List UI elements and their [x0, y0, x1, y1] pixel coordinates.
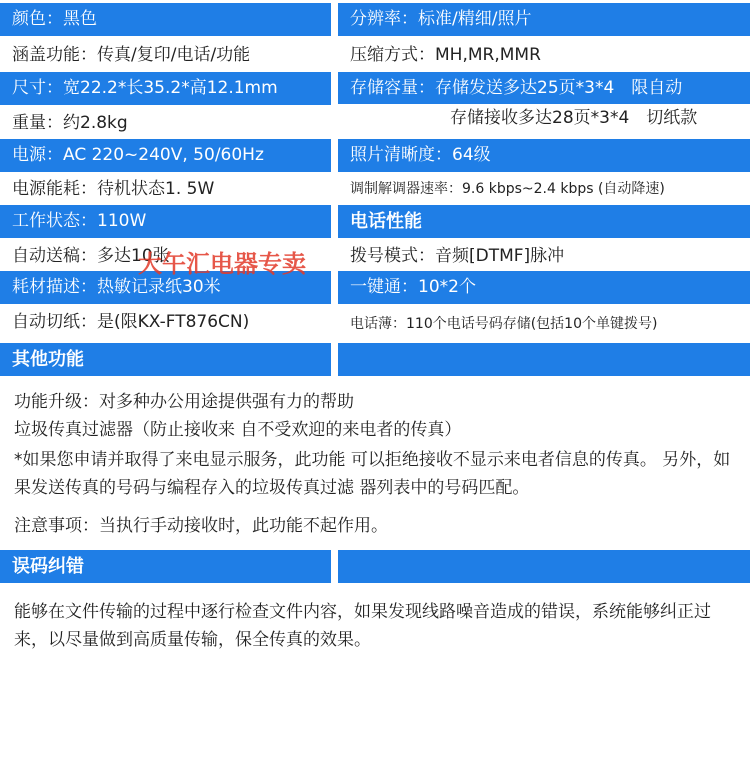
- section-other-functions: 其他功能: [0, 343, 331, 376]
- spec-one-touch: 一键通：10*2个: [338, 271, 750, 304]
- section-error-correction: 误码纠错: [0, 550, 331, 583]
- spec-auto-feed: 自动送稿：多达10张: [0, 240, 331, 272]
- spec-consumables: 耗材描述：热敏记录纸30米: [0, 271, 331, 304]
- other-functions-junk-filter: 垃圾传真过滤器（防止接收来 自不受欢迎的来电者的传真）: [14, 420, 462, 440]
- spec-weight: 重量：约2.8kg: [0, 107, 331, 140]
- spec-dial-mode: 拨号模式：音频[DTMF]脉冲: [338, 240, 750, 272]
- spec-modem-speed: 调制解调器速率：9.6 kbps~2.4 kbps (自动降速): [338, 174, 750, 204]
- error-correction-text: 能够在文件传输的过程中逐行检查文件内容，如果发现线路噪音造成的错误，系统能够纠正过来，以尽量做到高质量传输，保全传真的效果。: [14, 602, 711, 650]
- other-functions-caller-id-note: *如果您申请并取得了来电显示服务，此功能 可以拒绝接收不显示来电者信息的传真。 另外，如果发送传真的号码与编程存入的垃圾传真过滤 器列表中的号码匹配。: [14, 450, 731, 498]
- other-functions-upgrade: 功能升级：对多种办公用途提供强有力的帮助: [14, 392, 354, 412]
- spec-phonebook: 电话薄：110个电话号码存储(包括10个单键拨号): [338, 308, 750, 340]
- spec-photo-clarity: 照片清晰度：64级: [338, 139, 750, 172]
- spec-size: 尺寸：宽22.2*长35.2*高12.1mm: [0, 72, 331, 105]
- spec-compression: 压缩方式：MH,MR,MMR: [338, 40, 750, 70]
- spec-power: 电源：AC 220~240V, 50/60Hz: [0, 139, 331, 172]
- section-phone-performance: 电话性能: [338, 205, 750, 238]
- section-other-functions-bar: [338, 343, 750, 376]
- spec-storage-receive: 存储接收多达28页*3*4 切纸款: [338, 104, 750, 132]
- watermark-text: 大午汇电器专卖: [138, 250, 306, 278]
- spec-functions: 涵盖功能：传真/复印/电话/功能: [0, 40, 331, 70]
- spec-storage: 存储容量：存储发送多达25页*3*4 限自动: [338, 72, 750, 105]
- spec-color: 颜色：黑色: [0, 3, 331, 36]
- spec-resolution: 分辨率：标准/精细/照片: [338, 3, 750, 36]
- spec-working-power: 工作状态：110W: [0, 205, 331, 238]
- spec-power-consumption: 电源能耗：待机状态1. 5W: [0, 174, 331, 204]
- section-error-correction-bar: [338, 550, 750, 583]
- other-functions-caution: 注意事项：当执行手动接收时，此功能不起作用。: [14, 516, 388, 536]
- spec-auto-cut: 自动切纸：是(限KX-FT876CN): [0, 306, 331, 338]
